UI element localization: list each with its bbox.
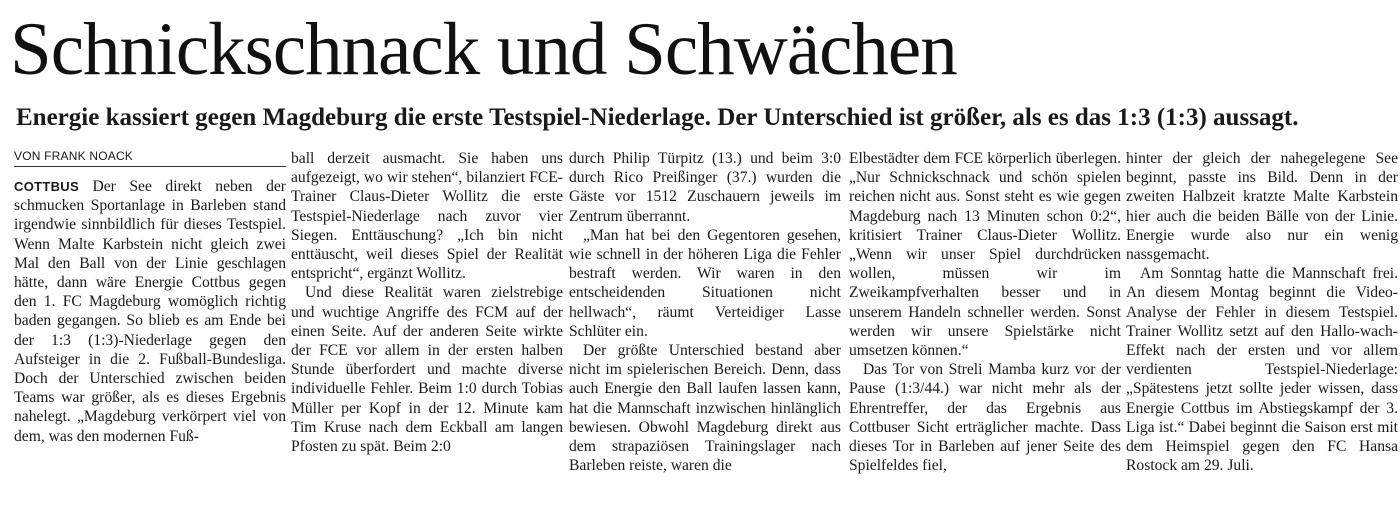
- dateline: COTTBUS: [14, 179, 79, 194]
- column-3-paragraph-1: durch Philip Türpitz (13.) und beim 3:0 durch Rico Preißinger (37.) wurden die Gäste vor 1512 Zuschauern jeweils im Zentrum überrannt.: [569, 150, 841, 225]
- article-column-3: [569, 149, 841, 505]
- column-4-paragraph-2: Das Tor von Streli Mamba kurz vor der Pause (1:3/44.) war nicht mehr als der Ehrentreffer, der das Ergebnis aus Cottbuser Sicht erträglicher machte. Dass dieses Tor in Barleben auf jener Seite des Spielfeldes fiel,: [849, 361, 1121, 475]
- column-4-paragraph-1: Elbestädter dem FCE körperlich überlegen. „Nur Schnickschnack und schön spielen reichen nicht aus. Sonst steht es wie gegen Magdeburg nach 13 Minuten schon 0:2“, kritisiert Trainer Claus-Dieter Wollitz. „Wenn wir unser Spiel durchdrücken wollen, müssen wir im Zweikampfverhalten besser und in unserem Handeln schneller werden. Sonst werden wir unsere Spielstärke nicht umsetzen können.“: [849, 150, 1121, 360]
- headline: Schnickschnack und Schwächen: [10, 8, 957, 91]
- column-5-paragraph-2: Am Sonntag hatte die Mannschaft frei. An diesem Montag beginnt die Video-Analyse der Fehler in diesem Testspiel. Trainer Wollitz setzt auf den Hallo-wach-Effekt nach der ersten und vor allem verdienten Testspiel-Niederlage: „Spätestens jetzt sollte jeder wissen, dass Energie Cottbus im Abstiegskampf der 3. Liga ist.“ Dabei beginnt die Saison erst mit dem Heimspiel gegen den FC Hansa Rostock am 29. Juli.: [1126, 265, 1398, 475]
- subheadline: Energie kassiert gegen Magdeburg die erste Testspiel-Niederlage. Der Unterschied ist größer, als es das 1:3 (1:3) aussagt.: [16, 104, 1299, 131]
- column-3-paragraph-2: „Man hat bei den Gegentoren gesehen, wie schnell in der höheren Liga die Fehler bestraft werden. Wir waren in den entscheidenden Situationen nicht hellwach“, räumt Verteidiger Lasse Schlüter ein.: [569, 226, 841, 340]
- article-column-4: [849, 149, 1121, 505]
- article-column-2: [291, 149, 563, 505]
- column-2-paragraph-2: Und diese Realität waren zielstrebige und wuchtige Angriffe des FCM auf der einen Seite. Auf der anderen Seite wirkte der FCE vor allem in der ersten halben Stunde überfordert und machte diverse individuelle Fehler. Beim 1:0 durch Tobias Müller per Kopf in der 12. Minute kam Tim Kruse nach dem Eckball am langen Pfosten zu spät. Beim 2:0: [291, 284, 563, 456]
- article-column-5: [1126, 149, 1398, 505]
- column-5-paragraph-1: hinter der gleich der nahegelegene See beginnt, passte ins Bild. Denn in der zweiten Halbzeit kratzte Malte Karbstein hier auch die beiden Bälle von der Linie. Energie wurde also nur ein wenig nassgemacht.: [1126, 150, 1398, 264]
- column-3-paragraph-3: Der größte Unterschied bestand aber nicht im spielerischen Bereich. Denn, dass auch Energie den Ball laufen lassen kann, hat die Mannschaft inzwischen hinlänglich bewiesen. Obwohl Magdeburg direkt aus dem strapaziösen Trainingslager nach Barleben reiste, waren die: [569, 342, 841, 475]
- paragraph-text: Der See direkt neben der schmucken Sportanlage in Barleben stand irgendwie sinnbildlich für dieses Testspiel. Wenn Malte Karbstein nicht gleich zwei Mal den Ball von der Linie geschlagen hätte, dann wäre Energie Cottbus gegen den 1. FC Magdeburg womöglich richtig baden gegangen. So blieb es am Ende bei der 1:3 (1:3)-Niederlage gegen den Aufsteiger in die 2. Fußball-Bundesliga. Doch der Unterschied zwischen beiden Teams war größer, als es dieses Ergebnis nahelegt. „Magdeburg verkörpert viel von dem, was den modernen Fuß-: [14, 178, 286, 445]
- column-2-paragraph-1: ball derzeit ausmacht. Sie haben uns aufgezeigt, wo wir stehen“, bilanziert FCE-Trainer Claus-Dieter Wollitz die erste Testspiel-Niederlage nach zuvor vier Siegen. Enttäuschung? „Ich bin nicht enttäuscht, weil dieses Spiel der Realität entspricht“, ergänzt Wollitz.: [291, 150, 563, 283]
- byline: VON FRANK NOACK: [14, 149, 286, 167]
- article-column-1: [14, 149, 286, 505]
- column-1-paragraph-1: [14, 177, 286, 446]
